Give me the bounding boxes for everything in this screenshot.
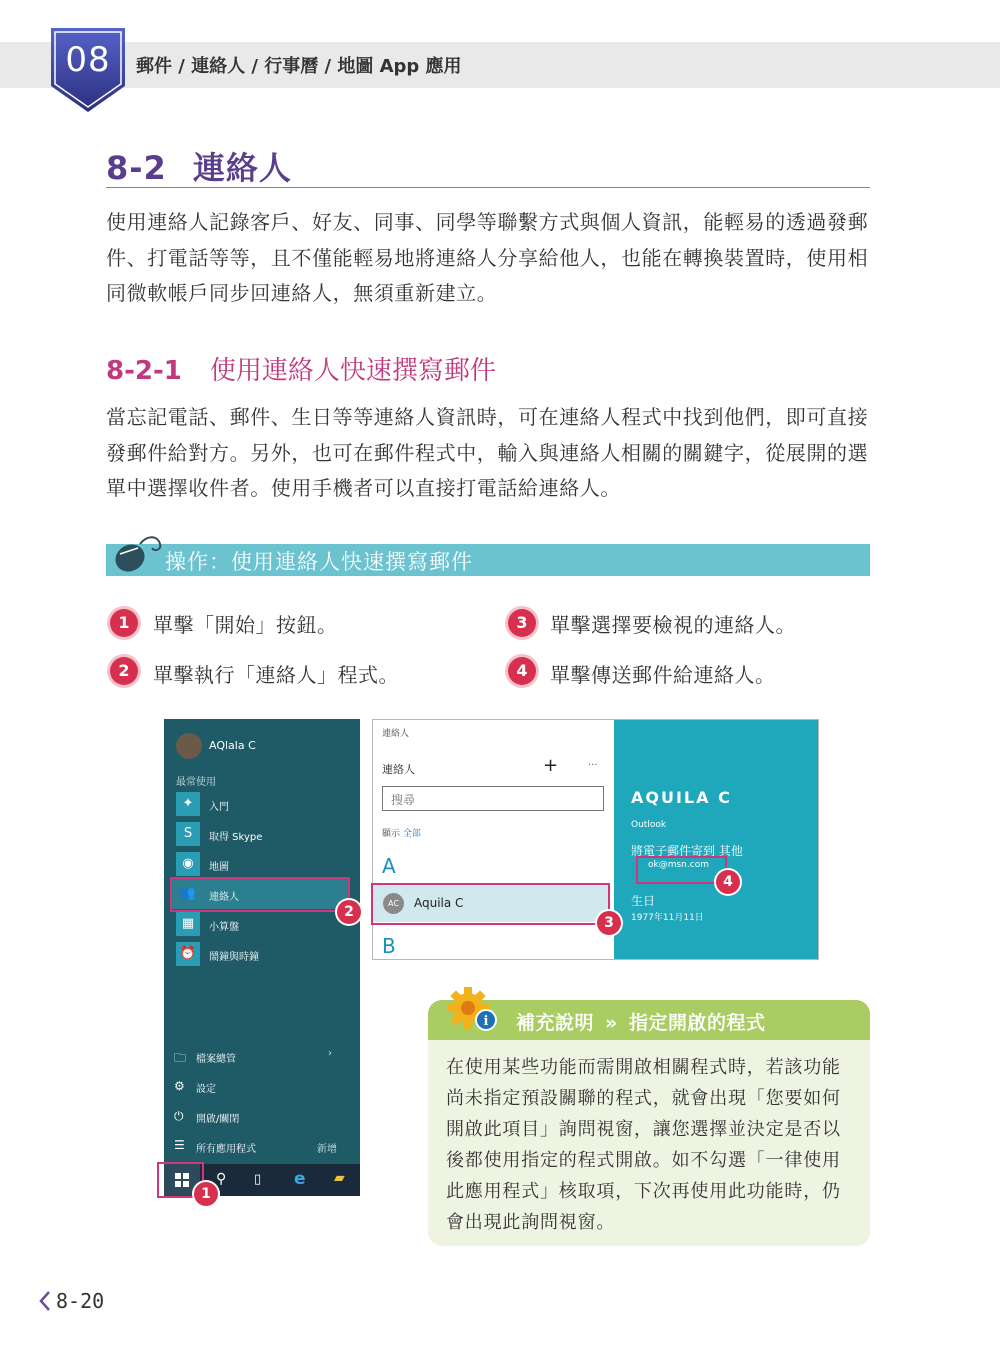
- section-title: [106, 143, 292, 189]
- step-4-text: 單擊傳送郵件給連絡人。: [550, 663, 776, 687]
- app-calculator[interactable]: 小算盤: [209, 922, 239, 933]
- callout-badge-4: 4: [716, 870, 740, 894]
- lightbulb-icon: ✦: [176, 792, 200, 816]
- new-label[interactable]: 新增: [317, 1144, 337, 1155]
- callout-badge-1: 1: [194, 1182, 218, 1206]
- window-title: 連絡人: [382, 729, 410, 739]
- info-letter: i: [483, 1014, 489, 1029]
- step-2-text: 單擊執行「連絡人」程式。: [153, 663, 399, 687]
- chapter-title: 郵件 / 連絡人 / 行事曆 / 地圖 App 應用: [136, 56, 462, 77]
- section-number: 8-2: [106, 149, 167, 187]
- gear-info-icon: [444, 986, 500, 1034]
- section-paragraph: 使用連絡人記錄客戶、好友、同事、同學等聯繫方式與個人資訊，能輕易的透過發郵件、打電話等等，且不僅能輕易地將連絡人分享給他人，也能在轉換裝置時，使用相同微軟帳戶同步回連絡人，無須重新建立。: [106, 210, 869, 305]
- power-icon: ⏻: [174, 1109, 184, 1123]
- file-explorer-icon[interactable]: ▰: [334, 1170, 345, 1186]
- start-menu-screenshot: [164, 719, 360, 1196]
- contacts-list-title: 連絡人: [382, 763, 415, 776]
- email-address[interactable]: ok@msn.com: [648, 860, 709, 870]
- step-3-text: 單擊選擇要檢視的連絡人。: [550, 613, 796, 637]
- contact-detail-pane: [614, 720, 819, 960]
- tip-text: 在使用某些功能而需開啟相關程式時，若該功能尚未指定預設關聯的程式，就會出現「您要如何開啟此項目」詢問視窗，讓您選擇並決定是否以後都使用指定的程式開啟。如不勾選「一律使用此應用程式」核取項，下次再使用此功能時，仍會出現此詢問視窗。: [446, 1057, 841, 1233]
- contact-name: Aquila C: [414, 896, 464, 910]
- group-header-b: B: [382, 934, 396, 958]
- power-item[interactable]: 開啟/關閉: [196, 1114, 240, 1125]
- chapter-number: 08: [65, 40, 111, 80]
- people-icon: 👥: [179, 886, 197, 901]
- app-skype[interactable]: 取得 Skype: [209, 832, 263, 843]
- tip-label: 補充說明: [516, 1012, 595, 1034]
- birthday-value: 1977年11月11日: [631, 913, 704, 923]
- subsection-title: [106, 350, 496, 387]
- app-maps[interactable]: 地圖: [209, 862, 229, 873]
- page-number: 8-20: [56, 1289, 105, 1313]
- tip-separator: »: [605, 1012, 618, 1034]
- callout-badge-3: 3: [597, 911, 621, 935]
- email-action-label[interactable]: 將電子郵件寄到 其他: [631, 844, 743, 858]
- section-divider: [106, 187, 870, 188]
- mouse-icon: [110, 532, 164, 576]
- app-alarms[interactable]: 鬧鐘與時鐘: [209, 952, 259, 963]
- email-highlight-box: [636, 856, 727, 884]
- start-user-name[interactable]: AQlala C: [209, 739, 256, 752]
- step-badge-2: 2: [110, 657, 138, 685]
- step-badge-3: 3: [508, 609, 536, 637]
- app-get-started[interactable]: 入門: [209, 802, 229, 813]
- show-text: 顯示: [382, 829, 401, 839]
- app-people[interactable]: 連絡人: [209, 892, 239, 903]
- contact-highlight-box: [371, 883, 610, 925]
- subsection-paragraph: 當忘記電話、郵件、生日等等連絡人資訊時，可在連絡人程式中找到他們，即可直接發郵件給對方。另外，也可在郵件程式中，輸入與連絡人相關的關鍵字，從展開的選單中選擇收件者。使用手機者可以直接打電話給連絡人。: [106, 405, 869, 500]
- skype-icon: S: [176, 822, 200, 846]
- step-badge-4: 4: [508, 657, 536, 685]
- all-apps-item[interactable]: 所有應用程式: [196, 1144, 256, 1155]
- most-used-label: 最常使用: [176, 777, 216, 788]
- file-explorer-arrow[interactable]: ›: [328, 1048, 332, 1059]
- file-explorer-item[interactable]: 檔案總管: [196, 1054, 236, 1065]
- tip-heading: 指定開啟的程式: [629, 1012, 766, 1034]
- contact-avatar: AC: [383, 893, 404, 914]
- settings-item[interactable]: 設定: [196, 1084, 216, 1095]
- chevron-left-icon: [38, 1290, 52, 1312]
- alarm-clock-icon: ⏰: [176, 942, 200, 966]
- step-badge-1: 1: [110, 609, 138, 637]
- show-all-link[interactable]: 全部: [402, 829, 421, 839]
- subsection-name: 使用連絡人快速撰寫郵件: [209, 356, 496, 386]
- task-view-icon[interactable]: ▯: [254, 1172, 262, 1187]
- show-label: [382, 826, 421, 839]
- calculator-icon: ▦: [176, 912, 200, 936]
- map-icon: ◉: [176, 852, 200, 876]
- operation-title: 操作：使用連絡人快速撰寫郵件: [165, 550, 473, 574]
- edge-icon[interactable]: e: [294, 1169, 306, 1189]
- subsection-number: 8-2-1: [106, 356, 182, 386]
- step-1-text: 單擊「開始」按鈕。: [153, 613, 338, 637]
- all-apps-icon: ☰: [174, 1138, 185, 1152]
- callout-badge-2: 2: [337, 900, 361, 924]
- people-highlight-box: [170, 877, 350, 912]
- folder-icon: 🗀: [174, 1051, 187, 1065]
- tip-title: [516, 1008, 766, 1035]
- group-header-a: A: [382, 854, 396, 878]
- search-icon[interactable]: ⚲: [216, 1171, 227, 1187]
- add-contact-button[interactable]: +: [543, 755, 559, 776]
- user-avatar[interactable]: [176, 733, 202, 759]
- detail-source: Outlook: [631, 820, 667, 830]
- section-name: 連絡人: [192, 149, 292, 187]
- detail-contact-name: AQUILA C: [631, 788, 732, 807]
- search-input[interactable]: [382, 786, 604, 811]
- gear-icon: ⚙: [174, 1079, 185, 1093]
- search-placeholder: 搜尋: [391, 793, 416, 807]
- more-icon[interactable]: ···: [588, 760, 598, 771]
- birthday-label: 生日: [631, 894, 656, 908]
